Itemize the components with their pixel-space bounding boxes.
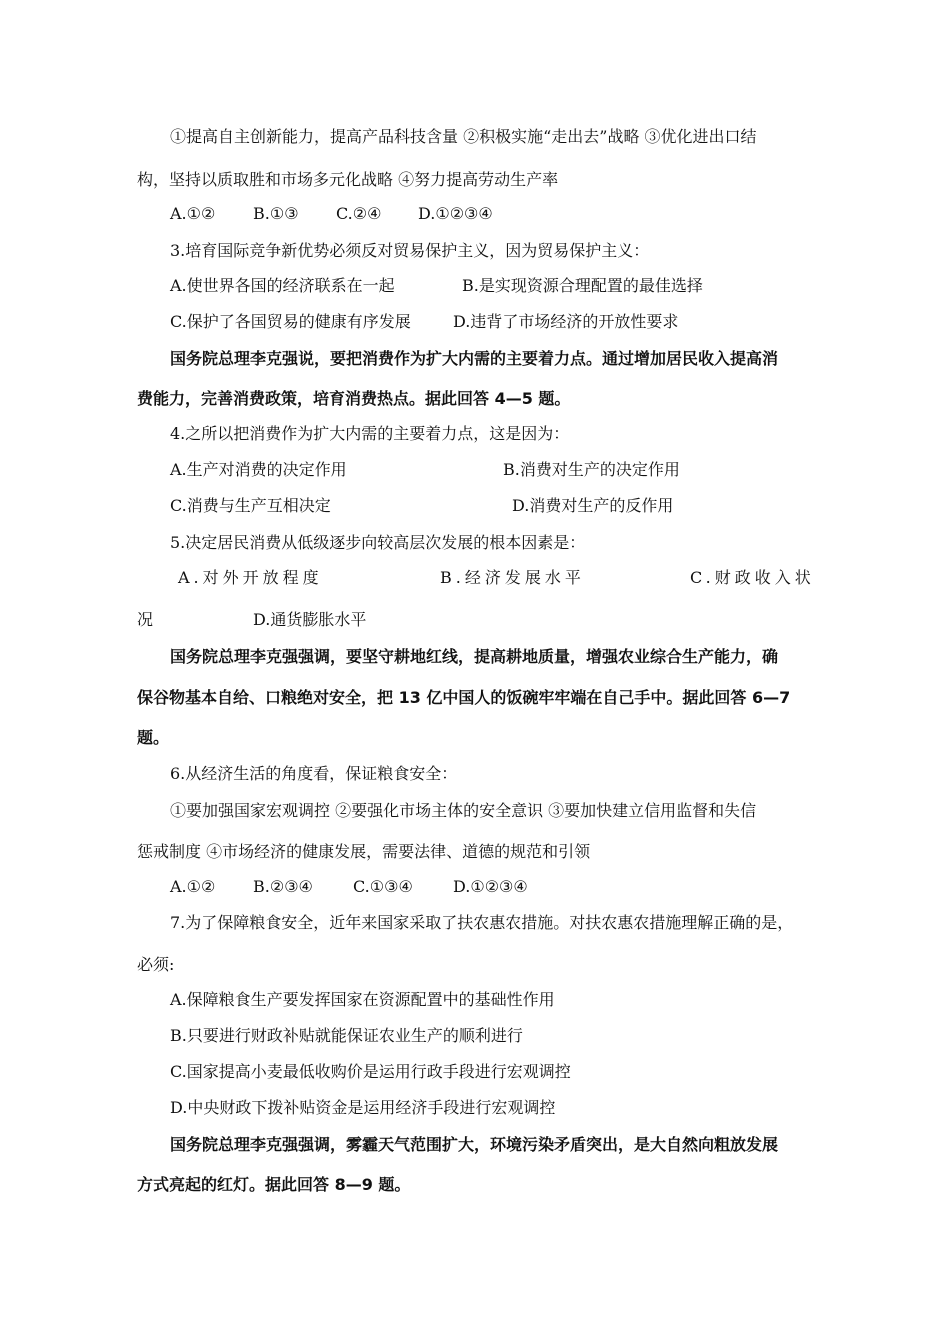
material-6-7-line-2: 保谷物基本自给、口粮绝对安全，把 13 亿中国人的饭碗牢牢端在自己手中。据此回答 6—7 [137, 688, 791, 707]
q3-stem: 3.培育国际竞争新优势必须反对贸易保护主义，因为贸易保护主义： [170, 241, 650, 260]
material-6-7-line-3: 题。 [137, 728, 170, 747]
q4-option-b: B.消费对生产的决定作用 [503, 460, 680, 479]
q4-stem: 4.之所以把消费作为扩大内需的主要着力点，这是因为： [170, 424, 570, 443]
q6-choice-line-1: ①要加强国家宏观调控 ②要强化市场主体的安全意识 ③要加快建立信用监督和失信 [170, 801, 757, 820]
q6-option-d: D.①②③④ [453, 877, 528, 896]
q3-option-c: C.保护了各国贸易的健康有序发展 [170, 312, 411, 331]
material-4-5-line-1: 国务院总理李克强说，要把消费作为扩大内需的主要着力点。通过增加居民收入提高消 [170, 349, 779, 368]
q3-option-d: D.违背了市场经济的开放性要求 [453, 312, 679, 331]
material-6-7-line-1: 国务院总理李克强强调，要坚守耕地红线，提高耕地质量，增强农业综合生产能力，确 [170, 647, 779, 666]
q2-choice-line-1: ①提高自主创新能力，提高产品科技含量 ②积极实施“走出去”战略 ③优化进出口结 [170, 127, 757, 146]
q7-option-d: D.中央财政下拨补贴资金是运用经济手段进行宏观调控 [170, 1098, 556, 1117]
q3-option-a: A.使世界各国的经济联系在一起 [170, 276, 395, 295]
material-8-9-line-1: 国务院总理李克强强调，雾霾天气范围扩大，环境污染矛盾突出，是大自然向粗放发展 [170, 1135, 779, 1154]
q3-option-b: B.是实现资源合理配置的最佳选择 [462, 276, 703, 295]
q5-option-b: B.经济发展水平 [440, 568, 585, 587]
q7-stem-line-1: 7.为了保障粮食安全，近年来国家采取了扶农惠农措施。对扶农惠农措施理解正确的是， [170, 913, 794, 932]
q2-choice-line-2: 构，坚持以质取胜和市场多元化战略 ④努力提高劳动生产率 [137, 170, 559, 189]
q6-option-c: C.①③④ [353, 877, 413, 896]
q5-stem: 5.决定居民消费从低级逐步向较高层次发展的根本因素是： [170, 533, 586, 552]
q7-option-a: A.保障粮食生产要发挥国家在资源配置中的基础性作用 [170, 990, 555, 1009]
q6-option-a: A.①② [170, 877, 216, 896]
q6-option-b: B.②③④ [253, 877, 313, 896]
q6-choice-line-2: 惩戒制度 ④市场经济的健康发展，需要法律、道德的规范和引领 [137, 842, 591, 861]
q7-option-b: B.只要进行财政补贴就能保证农业生产的顺利进行 [170, 1026, 523, 1045]
q2-option-d: D.①②③④ [418, 204, 493, 223]
material-4-5-line-2: 费能力，完善消费政策，培育消费热点。据此回答 4—5 题。 [137, 389, 571, 408]
q4-option-a: A.生产对消费的决定作用 [170, 460, 347, 479]
q5-option-a: A.对外开放程度 [178, 568, 323, 587]
q2-option-a: A.①② [170, 204, 216, 223]
q5-option-c: C.财政收入状 [690, 568, 815, 587]
q5-option-c-continued: 况 [137, 610, 154, 629]
q7-option-c: C.国家提高小麦最低收购价是运用行政手段进行宏观调控 [170, 1062, 571, 1081]
q2-option-b: B.①③ [253, 204, 299, 223]
q6-stem: 6.从经济生活的角度看，保证粮食安全： [170, 764, 458, 783]
q5-option-d: D.通货膨胀水平 [253, 610, 367, 629]
q7-stem-line-2: 必须: [137, 955, 175, 974]
material-8-9-line-2: 方式亮起的红灯。据此回答 8—9 题。 [137, 1175, 411, 1194]
q4-option-d: D.消费对生产的反作用 [512, 496, 674, 515]
q2-option-c: C.②④ [336, 204, 382, 223]
q4-option-c: C.消费与生产互相决定 [170, 496, 331, 515]
